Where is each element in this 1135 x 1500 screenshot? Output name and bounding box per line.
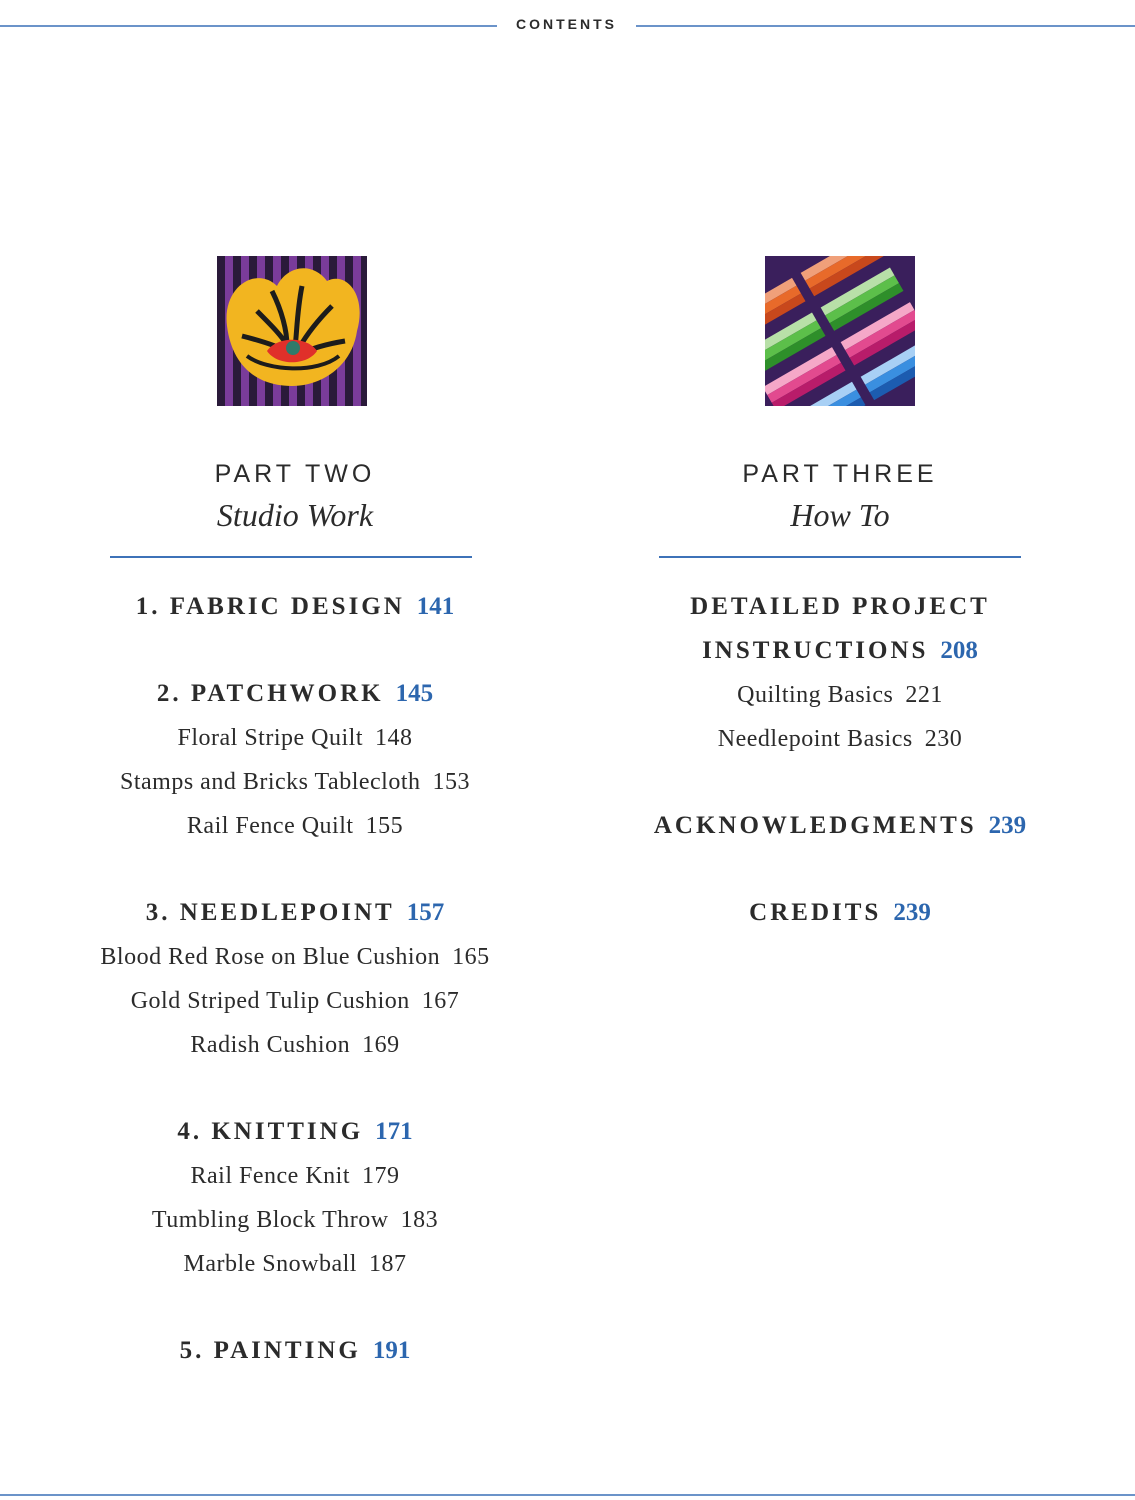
section-title: 3. NEEDLEPOINT bbox=[145, 899, 395, 926]
item-title: Radish Cushion bbox=[190, 1032, 351, 1058]
item-page: 230 bbox=[924, 726, 963, 752]
toc-item[interactable] bbox=[90, 979, 500, 1023]
part-two-rule bbox=[110, 556, 472, 558]
rail-fence-patchwork-thumbnail bbox=[765, 256, 915, 406]
part-three-rule bbox=[659, 556, 1021, 558]
item-title: Rail Fence Quilt bbox=[186, 813, 354, 839]
item-page: 148 bbox=[375, 725, 413, 751]
section-page: 239 bbox=[893, 899, 931, 926]
item-title: Blood Red Rose on Blue Cushion bbox=[100, 944, 441, 970]
contents-header bbox=[0, 12, 1135, 40]
header-title: CONTENTS bbox=[516, 16, 617, 32]
toc-entry-detailed-project-line2[interactable] bbox=[640, 629, 1040, 673]
section-title: 2. PATCHWORK bbox=[156, 680, 384, 707]
item-title: Tumbling Block Throw bbox=[151, 1207, 389, 1233]
toc-item[interactable] bbox=[90, 1023, 500, 1067]
toc-entry-credits[interactable] bbox=[640, 891, 1040, 935]
item-page: 165 bbox=[452, 944, 490, 970]
toc-item[interactable] bbox=[640, 717, 1040, 761]
toc-entry-needlepoint[interactable] bbox=[90, 891, 500, 935]
section-page: 141 bbox=[416, 593, 455, 620]
section-title: ACKNOWLEDGMENTS bbox=[653, 812, 977, 839]
item-title: Rail Fence Knit bbox=[190, 1163, 350, 1189]
item-title: Marble Snowball bbox=[183, 1251, 357, 1277]
section-page: 239 bbox=[988, 812, 1027, 839]
section-title: CREDITS bbox=[749, 899, 882, 926]
item-title: Stamps and Bricks Tablecloth bbox=[120, 769, 421, 795]
section-page: 191 bbox=[372, 1337, 411, 1364]
part-three-toc bbox=[640, 585, 1040, 935]
item-page: 221 bbox=[905, 682, 943, 708]
item-page: 183 bbox=[400, 1207, 439, 1233]
footer-rule bbox=[0, 1494, 1135, 1496]
toc-entry-patchwork[interactable] bbox=[90, 672, 500, 716]
item-page: 153 bbox=[432, 769, 470, 795]
section-title: 5. PAINTING bbox=[179, 1337, 361, 1364]
toc-item[interactable] bbox=[90, 1242, 500, 1286]
part-two-toc bbox=[90, 585, 500, 1373]
item-title: Needlepoint Basics bbox=[717, 726, 913, 752]
item-page: 155 bbox=[365, 813, 404, 839]
section-page: 145 bbox=[395, 680, 434, 707]
item-page: 169 bbox=[362, 1032, 400, 1058]
header-rule-right bbox=[636, 25, 1135, 27]
item-title: Floral Stripe Quilt bbox=[177, 725, 363, 751]
item-page: 179 bbox=[361, 1163, 400, 1189]
section-page: 157 bbox=[406, 899, 445, 926]
item-page: 187 bbox=[368, 1251, 407, 1277]
part-two-label: PART TWO bbox=[214, 460, 376, 488]
section-title: INSTRUCTIONS bbox=[702, 637, 929, 664]
item-title: Gold Striped Tulip Cushion bbox=[130, 988, 410, 1014]
item-title: Quilting Basics bbox=[737, 682, 894, 708]
toc-entry-detailed-project-line1[interactable] bbox=[640, 585, 1040, 629]
toc-item[interactable] bbox=[90, 1198, 500, 1242]
section-title: 4. KNITTING bbox=[177, 1118, 364, 1145]
toc-item[interactable] bbox=[640, 673, 1040, 717]
toc-item[interactable] bbox=[90, 804, 500, 848]
header-rule-left bbox=[0, 25, 497, 27]
toc-entry-fabric-design[interactable] bbox=[90, 585, 500, 629]
part-two-subtitle: Studio Work bbox=[216, 497, 374, 533]
section-title: 1. FABRIC DESIGN bbox=[135, 593, 405, 620]
toc-item[interactable] bbox=[90, 1154, 500, 1198]
tulip-needlepoint-thumbnail bbox=[217, 256, 367, 406]
toc-item[interactable] bbox=[90, 716, 500, 760]
part-three-subtitle: How To bbox=[790, 497, 890, 533]
toc-entry-painting[interactable] bbox=[90, 1329, 500, 1373]
section-title: DETAILED PROJECT bbox=[690, 593, 990, 620]
part-three-label: PART THREE bbox=[742, 460, 938, 488]
item-page: 167 bbox=[421, 988, 460, 1014]
toc-entry-knitting[interactable] bbox=[90, 1110, 500, 1154]
toc-entry-acknowledgments[interactable] bbox=[640, 804, 1040, 848]
toc-item[interactable] bbox=[90, 760, 500, 804]
toc-item[interactable] bbox=[90, 935, 500, 979]
section-page: 208 bbox=[940, 637, 978, 664]
section-page: 171 bbox=[375, 1118, 413, 1145]
